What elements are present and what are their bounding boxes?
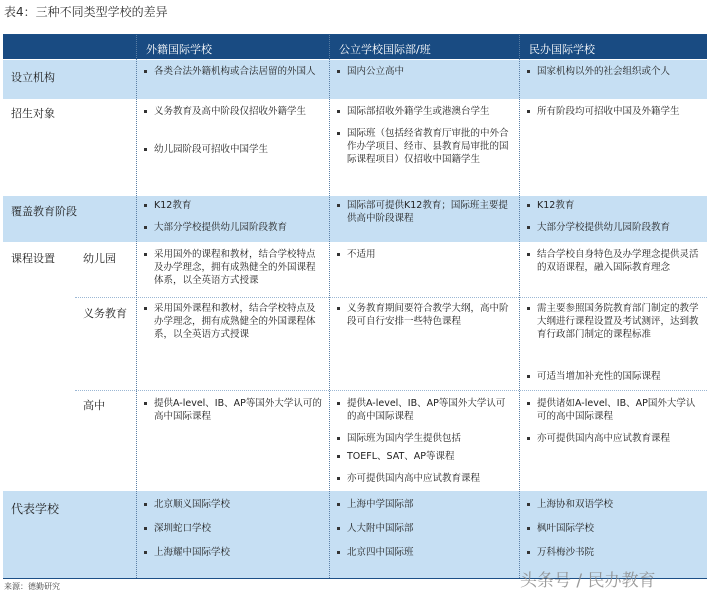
list-item: TOEFL、SAT、AP等课程 bbox=[337, 450, 513, 463]
list-item: 结合学校自身特色及办学理念提供灵活的双语课程，融入国际教育理念 bbox=[527, 248, 701, 274]
list-item: 国内公立高中 bbox=[337, 65, 513, 78]
row-reps bbox=[3, 490, 707, 578]
row-label: 代表学校 bbox=[11, 502, 60, 516]
sub-label-high: 高中 bbox=[83, 399, 105, 412]
list-item: 所有阶段均可招收中国及外籍学生 bbox=[527, 105, 701, 118]
sub-label-compulsory: 义务教育 bbox=[83, 307, 127, 320]
list-item: 国际部招收外籍学生或港澳台学生 bbox=[337, 105, 513, 118]
list-item: 上海中学国际部 bbox=[337, 498, 513, 511]
list-item: 需主要参照国务院教育部门制定的教学大纲进行课程设置及考试测评，达到教育行政部门制定的课程标准 bbox=[527, 302, 701, 341]
row-label: 课程设置 bbox=[11, 252, 55, 265]
list-item: 深圳蛇口学校 bbox=[144, 522, 323, 535]
list-item: K12教育 bbox=[144, 199, 323, 212]
header-foreign: 外籍国际学校 bbox=[136, 35, 329, 59]
list-item: 枫叶国际学校 bbox=[527, 522, 701, 535]
sub-label-kinder: 幼儿园 bbox=[83, 252, 116, 265]
row-stage bbox=[3, 195, 707, 242]
row-label: 设立机构 bbox=[11, 71, 55, 84]
list-item: 采用国外的课程和教材，结合学校特点及办学理念，拥有成熟健全的外国课程体系，以全英语方式授课 bbox=[144, 248, 323, 287]
row-setup bbox=[3, 59, 707, 99]
comparison-table bbox=[3, 34, 707, 579]
row-curriculum bbox=[3, 242, 707, 490]
list-item: 提供A-level、IB、AP等国外大学认可的高中国际课程 bbox=[337, 397, 513, 423]
list-item: 义务教育期间要符合教学大纲，高中阶段可自行安排一些特色课程 bbox=[337, 302, 513, 328]
header-row bbox=[3, 35, 707, 59]
list-item: 可适当增加补充性的国际课程 bbox=[527, 370, 701, 383]
list-item: 万科梅沙书院 bbox=[527, 546, 701, 559]
header-public: 公立学校国际部/班 bbox=[329, 35, 519, 59]
list-item: 人大附中国际部 bbox=[337, 522, 513, 535]
list-item: 幼儿园阶段可招收中国学生 bbox=[144, 143, 323, 156]
list-item: 采用国外课程和教材，结合学校特点及办学理念，拥有成熟健全的外国课程体系，以全英语方式授课 bbox=[144, 302, 323, 341]
list-item: 提供诸如A-level、IB、AP国外大学认可的高中国际课程 bbox=[527, 397, 701, 423]
row-label: 覆盖教育阶段 bbox=[11, 205, 77, 218]
source-note: 来源：德勤研究 bbox=[4, 582, 60, 591]
list-item: 国家机构以外的社会组织或个人 bbox=[527, 65, 701, 78]
list-item: 国际班为国内学生提供包括 bbox=[337, 432, 513, 445]
watermark: 头条号 / 民办教育 bbox=[520, 571, 656, 591]
list-item: 上海协和双语学校 bbox=[527, 498, 701, 511]
list-item: K12教育 bbox=[527, 199, 701, 212]
list-item: 大部分学校提供幼儿园阶段教育 bbox=[527, 221, 701, 234]
list-item: 北京顺义国际学校 bbox=[144, 498, 323, 511]
list-item: 提供A-level、IB、AP等国外大学认可的高中国际课程 bbox=[144, 397, 323, 423]
list-item: 北京四中国际班 bbox=[337, 546, 513, 559]
list-item: 上海耀中国际学校 bbox=[144, 546, 323, 559]
header-corner bbox=[3, 35, 136, 59]
table-caption: 表4：三种不同类型学校的差异 bbox=[4, 5, 168, 19]
list-item: 国际部可提供K12教育；国际班主要提供高中阶段课程 bbox=[337, 199, 513, 225]
list-item: 义务教育及高中阶段仅招收外籍学生 bbox=[144, 105, 323, 118]
list-item: 亦可提供国内高中应试教育课程 bbox=[527, 432, 701, 445]
header-private: 民办国际学校 bbox=[519, 35, 707, 59]
list-item: 大部分学校提供幼儿园阶段教育 bbox=[144, 221, 323, 234]
row-enroll bbox=[3, 99, 707, 195]
list-item: 亦可提供国内高中应试教育课程 bbox=[337, 472, 513, 485]
list-item: 各类合法外籍机构或合法居留的外国人 bbox=[144, 65, 323, 78]
list-item: 不适用 bbox=[337, 248, 513, 261]
list-item: 国际班（包括经省教育厅审批的中外合作办学项目、经市、县教育局审批的国际课程项目）仅招收中国籍学生 bbox=[337, 127, 513, 166]
row-label: 招生对象 bbox=[11, 107, 55, 120]
